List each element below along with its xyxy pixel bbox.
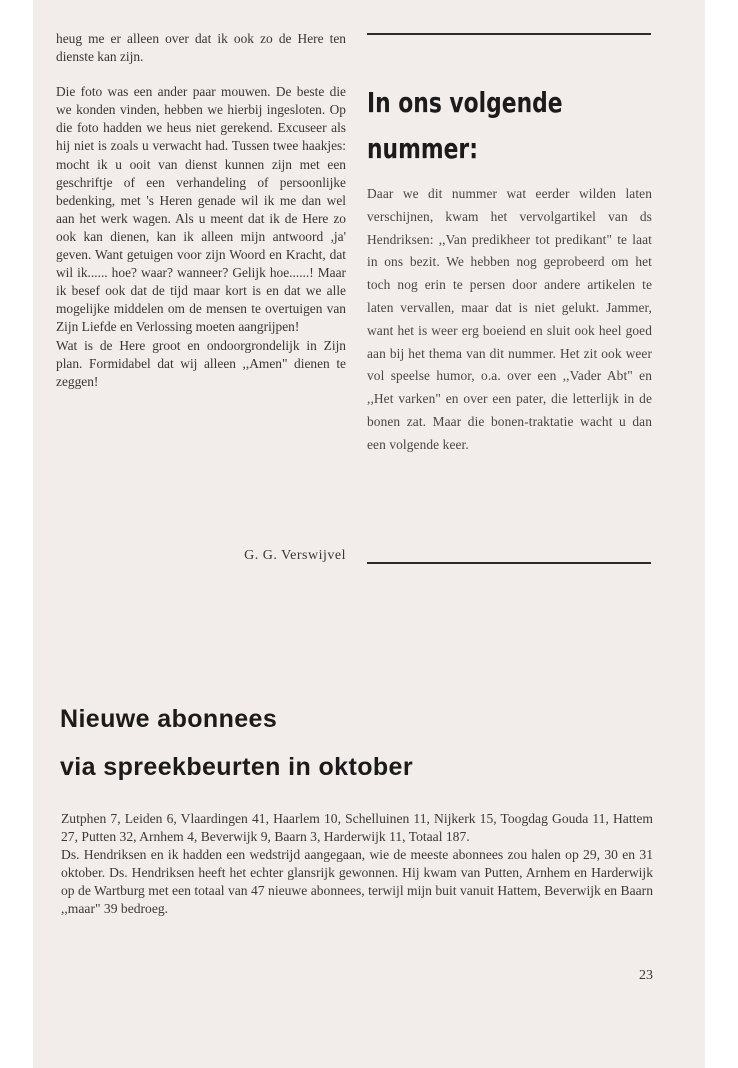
letter-continuation: heug me er alleen over dat ik ook zo de Here ten dienste kan zijn. <box>56 31 346 65</box>
next-issue-heading-line1: In ons volgende <box>367 86 563 119</box>
letter-body: Die foto was een ander paar mouwen. De beste die we konden vinden, hebben we hierbij ingesloten. Op die foto hadden we heus niet gerekend. Excuseer als hij niet is zoals u verwacht had. Tussen twee haakjes: mocht ik u ooit van dienst kunnen zijn met een geschriftje of een verhandeling of persoonlijke bedenking, met 's Heren genade wil ik me dan wel aan het werk wagen. Als u meent dat ik de Here zo ook kan dienen, kan ik alleen mijn antwoord ,ja' geven. Want getuigen voor zijn Woord en Kracht, dat wil ik...... hoe? waar? wanneer? Gelijk hoe......! Maar ik besef ook dat de tijd maar kort is en dat we alle mogelijke middelen om de mensen te overtuigen van Zijn Liefde en Verlossing moeten aangrijpen! <box>56 84 346 335</box>
next-issue-heading-line2: nummer: <box>367 132 478 165</box>
letter-closing: Wat is de Here groot en ondoorgrondelijk in Zijn plan. Formidabel dat wij alleen ,,Amen" dienen te zeggen! <box>56 337 346 389</box>
letter-signature: G. G. Verswijvel <box>244 548 346 563</box>
next-issue-heading <box>367 80 593 172</box>
subscribers-text <box>61 810 653 918</box>
next-issue-body: Daar we dit nummer wat eerder wilden laten verschijnen, kwam het vervolgartikel van ds Hendriksen: ,,Van predikheer tot predikant" te laat in ons bezit. We hebben nog geprobeerd om het toch nog erin te persen door andere artikelen te laten vervallen, maar dat is niet gelukt. Jammer, want het is weer erg boeiend en sluit ook heel goed aan bij het thema van dit nummer. Het zit ook weer vol speelse humor, o.a. over een ,,Vader Abt" en ,,Het varken" en over een pater, die letterlijk in de bonen zat. Maar die bonen-traktatie wacht u dan een volgende keer. <box>367 186 652 452</box>
subscribers-heading-line2: via spreekbeurten in oktober <box>60 753 413 781</box>
subscribers-heading-line1: Nieuwe abonnees <box>60 705 278 733</box>
letter-column <box>56 30 346 391</box>
bottom-divider <box>367 562 651 564</box>
subscribers-heading <box>60 695 680 791</box>
next-issue-column <box>367 183 652 457</box>
page-number: 23 <box>639 968 653 983</box>
subscribers-list: Zutphen 7, Leiden 6, Vlaardingen 41, Haarlem 10, Schelluinen 11, Nijkerk 15, Toogdag Gouda 11, Hattem 27, Putten 32, Arnhem 4, Beverwijk 9, Baarn 3, Harderwijk 11, Totaal 187. <box>61 811 653 844</box>
magazine-page <box>33 0 705 1068</box>
subscribers-body: Ds. Hendriksen en ik hadden een wedstrijd aangegaan, wie de meeste abonnees zou halen op 29, 30 en 31 oktober. Ds. Hendriksen heeft het echter glansrijk gewonnen. Hij kwam van Putten, Arnhem en Harderwijk op de Wartburg met een totaal van 47 nieuwe abonnees, terwijl mijn buit vanuit Hattem, Beverwijk en Baarn ,,maar" 39 bedroeg. <box>61 847 653 916</box>
top-divider <box>367 33 651 35</box>
